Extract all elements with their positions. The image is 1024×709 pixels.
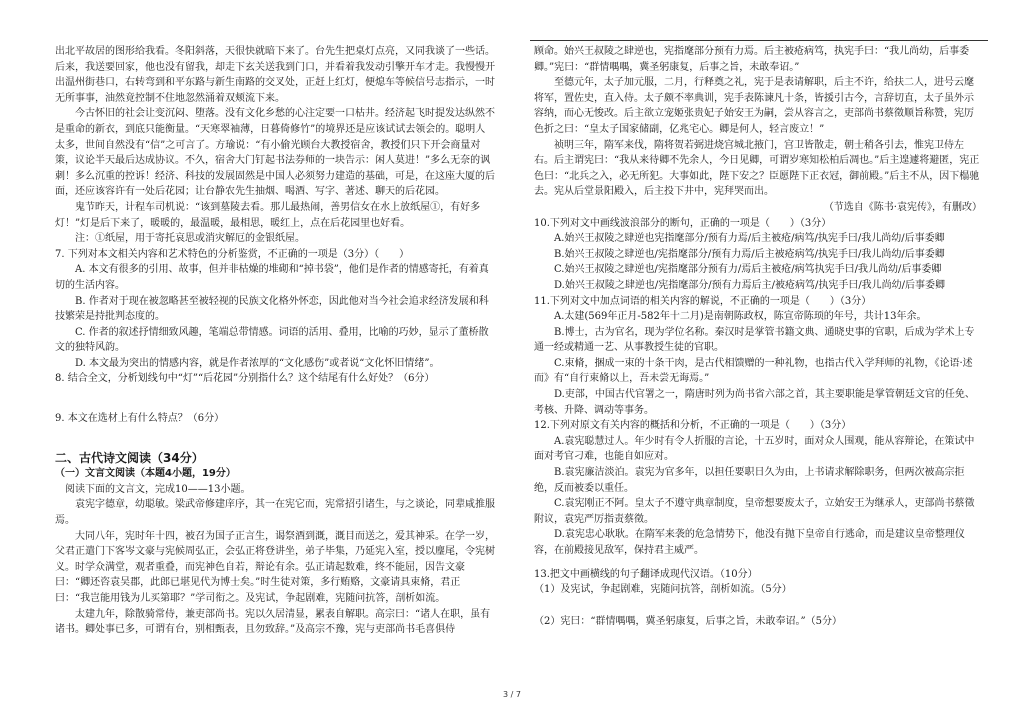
passage-paragraph-2: 今古怀旧的社会让变沉闷、堕落。没有文化乡愁的心注定要一口枯井。经济起飞时提发达纵然不是重命的新衣，到底只能衡量。“天寒翠袖薄，日暮倚修竹”的境界还是应该试试去领会的。聪明人太多，世间自然没有“信”之可言了。方瑜说：“有小偷光顾台大教授宿舍，教授们只下开会商量对策，议论半天最后达成协议。不久，宿舍大门钉起书法券师的一块告示：闲人莫进！”多么无奈的讽刺！多么沉重的控诉！经济、科技的发展固然是中国人必须努力建造的基础，可是，在这座大厦的后面，还应该容许有一处后花园；让台静农先生抽烟、喝酒、写字、著述、聊天的后花园。 <box>55 108 495 198</box>
classical-paragraph-4: 顾命。始兴王叔陵之肆逆也，宪指麾部分预有力焉。后主被疮病笃，执宪手曰：“我儿尚幼，后事委卿。”宪曰：“群情喁喁，冀圣躬康复，后事之旨，未敢奉诏。” <box>534 46 970 73</box>
classical-paragraph-5: 至德元年，太子加元服，二月，行释奠之礼，宪于是表请解职，后主不许，给扶二人，进号云麾将军，置佐史，直入侍。太子颇不率典训，宪手表陈谏凡十条，皆援引古今，言辞切直，太子虽外示容纳，而心无悛改。后主欲立宠姬张贵妃子始安王为嗣，尝从容言之，吏部尚书蔡徵顺旨称赞，宪厉色折之曰：“皇太子国家储副，亿兆宅心。卿是何人，轻言废立！” <box>534 77 974 135</box>
page-number: 3 / 7 <box>503 690 521 699</box>
question-11: 11.下列对文中加点词语的相关内容的解说，不正确的一项是（ ）（3分） <box>534 295 872 307</box>
source-citation: （节选自《陈书·袁宪传》，有删改） <box>823 201 982 213</box>
question-13-part-1: （1）及宪试，争起剧难，宪随问抗答，剖析如流。（5分） <box>534 584 792 596</box>
question-11-option-b: B.博士，古为官名，现为学位名称。秦汉时是掌管书籍文典、通晓史事的官职，后成为学术上专通一经或精通一艺、从事教授生徒的官职。 <box>534 326 975 354</box>
question-12-option-c: C.袁宪刚正不阿。皇太子不遵守典章制度，皇帝想要废太子，立始安王为继承人，吏部尚书蔡徵附议，袁宪严厉指责蔡徵。 <box>534 498 975 525</box>
question-7-option-a: A. 本文有很多的引用、故事，但并非枯燥的堆砌和“掉书袋”，他们是作者的情感寄托，有着真切的生活内容。 <box>55 264 489 291</box>
passage-paragraph-3: 鬼节昨天，计程车司机说：“该到墓陵去看。那儿最热闹，善男信女在水上放纸屋①，有好多灯！”灯是后下来了，暖暖的，最温暖，最相思，暖红上，点在后花园里也好看。 <box>55 201 481 229</box>
classical-paragraph-6: 祯明三年，隋军来伐，隋将贺若弼进烧宫城北掖门，宫卫皆散走，朝士稍各引去，惟宪卫侍左右。后主谓宪曰：“我从来待卿不先余人，今日见卿，可谓岁寒知松柏后凋也。”后主遑遽将避匿，宪正色曰：“北兵之入，必无所犯。大事如此，陛下安之？臣愿陛下正衣冠，御前殿。”后主不从，因下榻驰去。宪从后堂景阳殿入，后主投下井中，宪拜哭而出。 <box>534 139 980 198</box>
classical-paragraph-3: 太建九年，除散骑常侍，兼吏部尚书。宪以久居清显，累表自解职。高宗曰：“诸人在职，虽有诸书。卿处事已多，可谓有台，别相甄表，且勿致辞。”及高宗不豫，宪与吏部尚书毛喜俱侍 <box>55 608 491 636</box>
classical-paragraph-2: 大同八年，宪时年十四，被召为国子正言生，谒祭酒到溉，溉目而送之，爱其神采。在学一岁，父君正遣门下客岑文豪与宪候周弘正，会弘正将登讲坐，弟子毕集，乃延宪入室，授以麈尾，令宪树义。时学众满堂，观者重叠，而宪神色自若，辩论有余。弘正请起数难，终不能屈，因告文豪曰：“卿还咨袁吴郡，此郎已堪见代为博士矣。”时生徒对策，多行贿赂，文豪请具束脩，君正曰：“我岂能用钱为儿买第耶？”学司衔之。及宪试，争起剧难，宪随问抗答，剖析如流。 <box>55 530 495 604</box>
question-9: 9. 本文在选材上有什么特点？（6分） <box>55 413 225 425</box>
classical-paragraph-1: 袁宪字德章，幼聪敏。梁武帝修建庠序，其一在宪它而，宪常招引诸生，与之谈论，同辈咸推服焉。 <box>55 499 495 527</box>
question-11-option-a: A.太建(569年正月-582年十二月)是南朝陈政权，陈宣帝陈顼的年号，共计13年余。 <box>554 311 927 323</box>
question-10: 10.下列对文中画线波浪部分的断句，正确的一项是（ ）（3分） <box>534 217 832 229</box>
question-10-option-b: B.始兴王叔陵之肆逆也/宪指麾部分/预有力焉/后主被疮病笃/执宪手曰/我儿尚幼/后事委卿 <box>554 248 945 260</box>
question-7: 7. 下列对本文相关内容和艺术特色的分析鉴赏，不正确的一项是（3分）（ ） <box>55 248 410 260</box>
question-12-option-d: D.袁宪忠心耿耿。在隋军来袭的危急情势下，他没有抛下皇帝自行逃命，而是建议皇帝整理仪容，在前殿接见敌军，保持君主威严。 <box>534 529 965 556</box>
top-rule <box>530 40 988 41</box>
question-10-option-c: C.始兴王叔陵之肆逆也/宪指麾部分预有力/焉后主被疮/病笃执宪手曰/我儿尚幼/后事委卿 <box>554 264 942 276</box>
question-12-option-a: A.袁宪聪慧过人。年少时有令人折服的言论，十五岁时，面对众人围观，能从容辩论，在策试中面对考官刁难，也能自如应对。 <box>534 435 975 463</box>
question-7-option-d: D. 本文最为突出的情感内容，就是作者浓厚的“文化感伤”或者说“文化怀旧情绪”。 <box>75 357 440 369</box>
subsection-heading: （一）文言文阅读（本题4小题，19分） <box>55 468 236 480</box>
question-13: 13.把文中画横线的句子翻译成现代汉语。（10分） <box>534 568 758 580</box>
question-12: 12.下列对原文有关内容的概括和分析，不正确的一项是（ ）（3分） <box>534 420 852 432</box>
question-8: 8. 结合全文，分析划线句中“灯”“后花园”分别指什么？这个结尾有什么好处？（6分） <box>55 373 435 385</box>
left-column <box>55 44 495 638</box>
reading-instructions: 阅读下面的文言文，完成10——13小题。 <box>65 483 251 495</box>
question-7-option-c: C. 作者的叙述抒情细致风趣，笔端总带情感。词语的活用、叠用，比喻的巧妙，显示了董桥散文的独特风韵。 <box>55 326 489 354</box>
passage-note: 注：①纸屋，用于寄托哀思或消灾解厄的金银纸屋。 <box>75 233 305 245</box>
question-10-option-d: D.始兴王叔陵之肆逆也/宪指麾部分/预有力焉后主/被疮病笃/执宪手曰/我儿尚幼/后事委卿 <box>554 279 946 291</box>
question-13-part-2: （2）宪曰：“群情喁喁，冀圣躬康复，后事之旨，未敢奉诏。”（5分） <box>534 615 842 627</box>
passage-paragraph-1: 出北平故居的图形给我看。冬阳斜落，天很快就暗下来了。台先生把桌灯点亮，又同我谈了一些话。后来，我送要回家，他也没有留我，却走下玄关送我到门口，并看着我发动引擎开车才走。我慢慢开出温州街巷口，右转弯到和平东路与新生南路的交叉处，正赶上红灯，便熄车等候信号志指示，一时无所事事，油然竟控制不住地忽然涌着双颊流下来。 <box>55 46 495 104</box>
question-11-option-c: C.束脩，捆成一束的十条干肉，是古代相馈赠的一种礼物，也指古代入学拜师的礼物，《论语·述而》有“自行束脩以上，吾未尝无诲焉。” <box>534 357 973 385</box>
question-11-option-d: D.吏部，中国古代官署之一，隋唐时列为尚书省六部之首，其主要职能是掌管朝廷文官的任免、考核、升降、调动等事务。 <box>534 389 975 416</box>
question-10-option-a: A.始兴王叔陵之肆逆也宪指麾部分/预有力焉/后主被疮/病笃/执宪手曰/我儿尚幼/后事委卿 <box>554 233 945 245</box>
section-2-heading: 二、古代诗文阅读（34分） <box>55 450 204 465</box>
question-7-option-b: B. 作者对于现在被忽略甚至被轻视的民族文化格外怀恋，因此他对当今社会追求经济发展和科技繁荣是持批判态度的。 <box>55 295 489 323</box>
question-12-option-b: B.袁宪廉洁淡泊。袁宪为官多年，以担任要职日久为由，上书请求解除职务，但两次被高宗拒绝，反而被委以重任。 <box>534 467 965 494</box>
right-column <box>534 44 982 629</box>
